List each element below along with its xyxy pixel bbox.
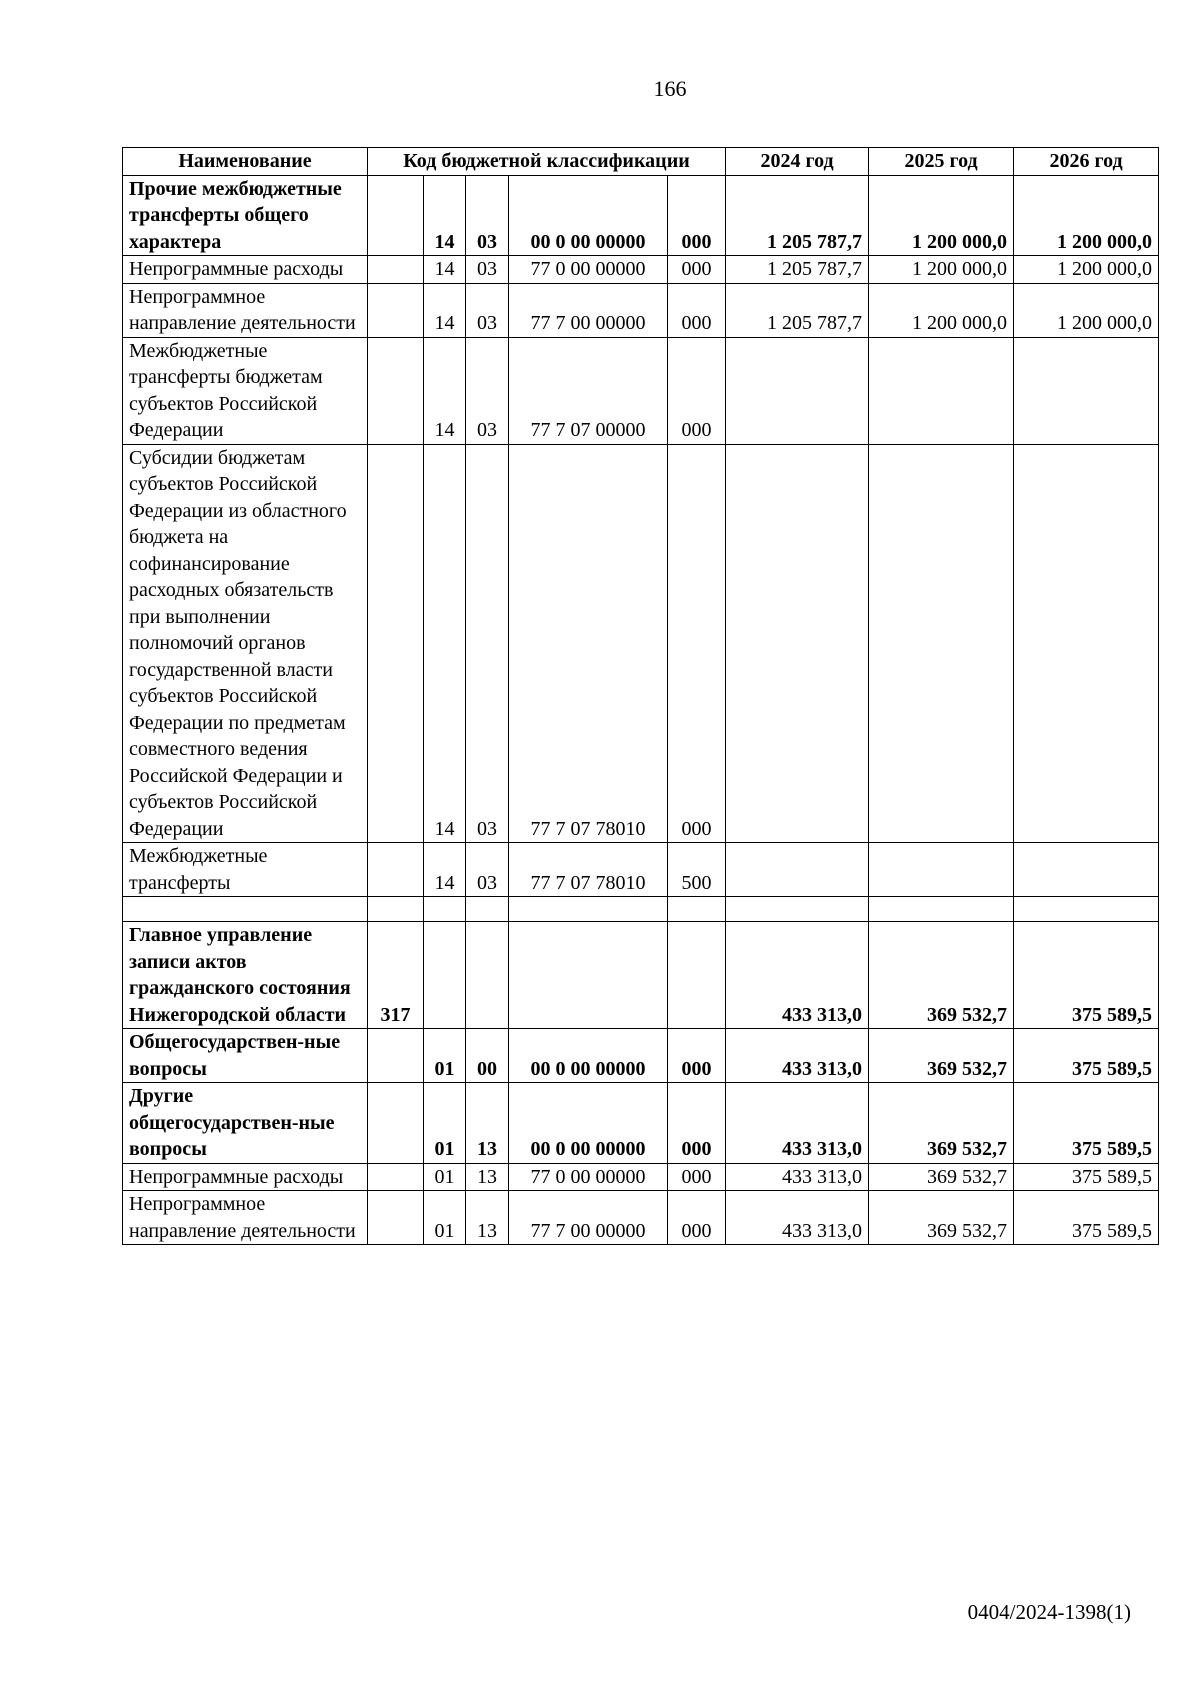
row-target: 77 7 00 00000 — [509, 283, 668, 337]
row-section: 01 — [424, 1163, 466, 1191]
row-2026: 375 589,5 — [1014, 922, 1159, 1029]
table-row — [123, 256, 1159, 284]
row-2026: 1 200 000,0 — [1014, 283, 1159, 337]
row-type: 000 — [668, 1191, 726, 1245]
header-code: Код бюджетной классификации — [368, 148, 726, 176]
row-admin — [368, 283, 424, 337]
empty-cell — [368, 897, 424, 922]
empty-cell — [869, 897, 1014, 922]
row-2026: 375 589,5 — [1014, 1191, 1159, 1245]
row-type: 000 — [668, 337, 726, 444]
table-row — [123, 1191, 1159, 1245]
row-2025: 1 200 000,0 — [869, 283, 1014, 337]
row-2025: 369 532,7 — [869, 1083, 1014, 1164]
row-admin — [368, 1029, 424, 1083]
row-subsection: 03 — [466, 337, 509, 444]
row-section: 14 — [424, 283, 466, 337]
empty-cell — [668, 897, 726, 922]
row-name: Непрограммное направление деятельности — [123, 1191, 368, 1245]
row-section: 14 — [424, 843, 466, 897]
row-subsection: 03 — [466, 444, 509, 843]
empty-cell — [466, 897, 509, 922]
table-row — [123, 444, 1159, 843]
row-2026: 375 589,5 — [1014, 1029, 1159, 1083]
row-name: Главное управление записи актов гражданского состояния Нижегородской области — [123, 922, 368, 1029]
row-type: 000 — [668, 1163, 726, 1191]
table-row — [123, 922, 1159, 1029]
row-subsection: 13 — [466, 1163, 509, 1191]
row-type: 000 — [668, 283, 726, 337]
table-row — [123, 1029, 1159, 1083]
row-section: 14 — [424, 175, 466, 256]
row-2025 — [869, 337, 1014, 444]
row-2024: 433 313,0 — [726, 1191, 869, 1245]
row-subsection: 00 — [466, 1029, 509, 1083]
row-2025: 369 532,7 — [869, 1191, 1014, 1245]
row-subsection: 03 — [466, 843, 509, 897]
row-target: 77 0 00 00000 — [509, 1163, 668, 1191]
row-type: 000 — [668, 444, 726, 843]
row-target: 77 7 07 78010 — [509, 444, 668, 843]
row-2025 — [869, 444, 1014, 843]
document-id: 0404/2024-1398(1) — [967, 1600, 1131, 1624]
header-name: Наименование — [123, 148, 368, 176]
row-type: 000 — [668, 1029, 726, 1083]
row-name: Общегосударствен-ные вопросы — [123, 1029, 368, 1083]
row-2026: 1 200 000,0 — [1014, 256, 1159, 284]
page-number: 166 — [653, 76, 687, 101]
row-section: 14 — [424, 256, 466, 284]
row-section — [424, 922, 466, 1029]
row-name: Межбюджетные трансферты — [123, 843, 368, 897]
budget-table — [122, 147, 1159, 1245]
row-section: 01 — [424, 1029, 466, 1083]
row-2026 — [1014, 337, 1159, 444]
row-subsection: 03 — [466, 283, 509, 337]
row-name: Непрограммные расходы — [123, 256, 368, 284]
row-admin — [368, 444, 424, 843]
table-row — [123, 337, 1159, 444]
empty-cell — [726, 897, 869, 922]
table-row — [123, 283, 1159, 337]
row-target: 00 0 00 00000 — [509, 1083, 668, 1164]
row-section: 14 — [424, 337, 466, 444]
table-row — [123, 1083, 1159, 1164]
table-row — [123, 843, 1159, 897]
row-name: Межбюджетные трансферты бюджетам субъектов Российской Федерации — [123, 337, 368, 444]
empty-row — [123, 897, 1159, 922]
row-2025: 1 200 000,0 — [869, 256, 1014, 284]
row-2024: 433 313,0 — [726, 922, 869, 1029]
row-admin — [368, 1163, 424, 1191]
row-2024: 433 313,0 — [726, 1083, 869, 1164]
header-2024: 2024 год — [726, 148, 869, 176]
row-subsection: 13 — [466, 1083, 509, 1164]
row-2026: 375 589,5 — [1014, 1163, 1159, 1191]
row-2024: 433 313,0 — [726, 1163, 869, 1191]
row-type — [668, 922, 726, 1029]
row-2025 — [869, 843, 1014, 897]
empty-cell — [509, 897, 668, 922]
row-admin — [368, 175, 424, 256]
row-2025: 369 532,7 — [869, 922, 1014, 1029]
row-admin — [368, 1191, 424, 1245]
row-2024 — [726, 337, 869, 444]
row-subsection: 03 — [466, 175, 509, 256]
row-2024: 1 205 787,7 — [726, 175, 869, 256]
row-target: 77 0 00 00000 — [509, 256, 668, 284]
row-type: 000 — [668, 1083, 726, 1164]
row-2024: 1 205 787,7 — [726, 283, 869, 337]
row-target: 00 0 00 00000 — [509, 175, 668, 256]
row-type: 000 — [668, 175, 726, 256]
row-2024: 1 205 787,7 — [726, 256, 869, 284]
table-header-row — [123, 148, 1159, 176]
row-target: 77 7 00 00000 — [509, 1191, 668, 1245]
row-target: 00 0 00 00000 — [509, 1029, 668, 1083]
row-section: 01 — [424, 1191, 466, 1245]
row-target: 77 7 07 78010 — [509, 843, 668, 897]
row-section: 14 — [424, 444, 466, 843]
row-2025: 1 200 000,0 — [869, 175, 1014, 256]
row-2024 — [726, 843, 869, 897]
row-2025: 369 532,7 — [869, 1029, 1014, 1083]
row-target — [509, 922, 668, 1029]
row-type: 000 — [668, 256, 726, 284]
row-name: Другие общегосударствен-ные вопросы — [123, 1083, 368, 1164]
row-name: Непрограммные расходы — [123, 1163, 368, 1191]
table-row — [123, 175, 1159, 256]
row-2024: 433 313,0 — [726, 1029, 869, 1083]
row-name: Непрограммное направление деятельности — [123, 283, 368, 337]
table-row — [123, 1163, 1159, 1191]
row-subsection: 03 — [466, 256, 509, 284]
row-section: 01 — [424, 1083, 466, 1164]
empty-cell — [424, 897, 466, 922]
row-2024 — [726, 444, 869, 843]
row-name: Прочие межбюджетные трансферты общего характера — [123, 175, 368, 256]
header-2026: 2026 год — [1014, 148, 1159, 176]
row-subsection: 13 — [466, 1191, 509, 1245]
row-2026: 375 589,5 — [1014, 1083, 1159, 1164]
row-2026 — [1014, 444, 1159, 843]
empty-cell — [1014, 897, 1159, 922]
row-admin — [368, 1083, 424, 1164]
header-2025: 2025 год — [869, 148, 1014, 176]
row-admin: 317 — [368, 922, 424, 1029]
row-2025: 369 532,7 — [869, 1163, 1014, 1191]
empty-cell — [123, 897, 368, 922]
row-subsection — [466, 922, 509, 1029]
row-2026 — [1014, 843, 1159, 897]
row-type: 500 — [668, 843, 726, 897]
row-target: 77 7 07 00000 — [509, 337, 668, 444]
row-admin — [368, 337, 424, 444]
row-admin — [368, 843, 424, 897]
row-admin — [368, 256, 424, 284]
row-2026: 1 200 000,0 — [1014, 175, 1159, 256]
row-name: Субсидии бюджетам субъектов Российской Федерации из областного бюджета на софинансирование расходных обязательств при выполнении полномочий органов государственной власти субъектов Российской Федерации по предметам совместного ведения Российской Федерации и субъектов Российской Федерации — [123, 444, 368, 843]
